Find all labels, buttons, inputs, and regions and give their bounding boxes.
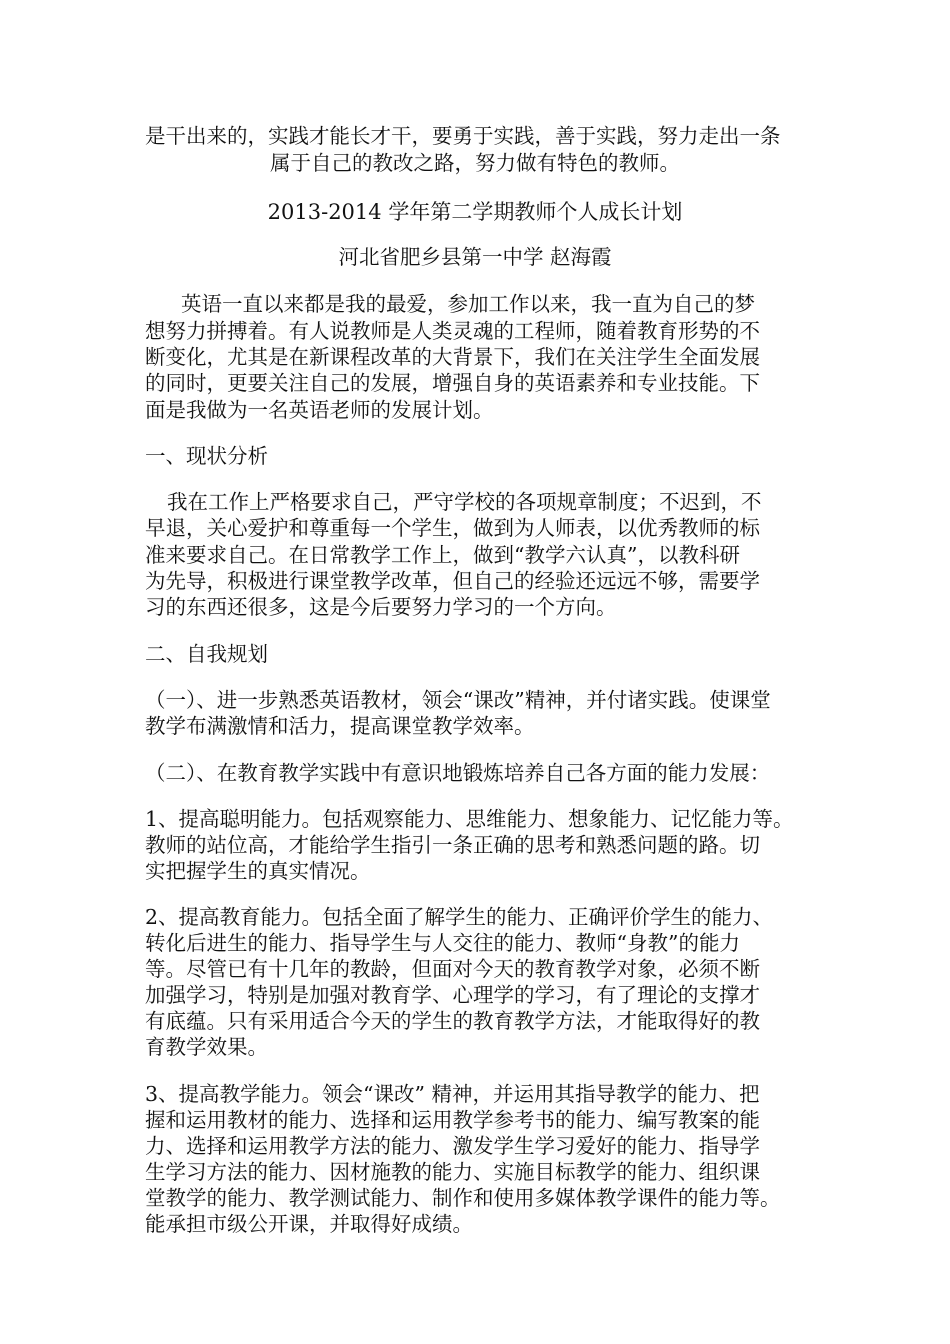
intro-line-2: 属于自己的教改之路，努力做有特色的教师。 (270, 151, 680, 175)
point1-line-3: 实把握学生的真实情况。 (145, 859, 371, 883)
paragraph1-line-3: 断变化，尤其是在新课程改革的大背景下，我们在关注学生全面发展 (145, 345, 760, 369)
paragraph1-line-1: 英语一直以来都是我的最爱，参加工作以来，我一直为自己的梦 (181, 292, 755, 316)
section-heading-plan: 二、自我规划 (145, 642, 268, 666)
point3-line-5: 堂教学的能力、教学测试能力、制作和使用多媒体教学课件的能力等。 (145, 1186, 781, 1210)
paragraph1-line-5: 面是我做为一名英语老师的发展计划。 (145, 398, 494, 422)
point2-line-4: 加强学习，特别是加强对教育学、心理学的学习，有了理论的支撑才 (145, 983, 760, 1007)
point3-line-1: 3、提高教学能力。领会“课改” 精神，并运用其指导教学的能力、把 (145, 1082, 760, 1106)
point2-line-6: 育教学效果。 (145, 1035, 268, 1059)
paragraph2-line-4: 为先导，积极进行课堂教学改革，但自己的经验还远远不够，需要学 (145, 569, 760, 593)
section-heading-status: 一、现状分析 (145, 444, 268, 468)
point2-line-5: 有底蕴。只有采用适合今天的学生的教育教学方法，才能取得好的教 (145, 1009, 760, 1033)
point3-line-6: 能承担市级公开课，并取得好成绩。 (145, 1212, 473, 1236)
point2-line-2: 转化后进生的能力、指导学生与人交往的能力、教师“身教”的能力 (145, 931, 740, 955)
author-line: 河北省肥乡县第一中学 赵海霞 (338, 245, 612, 269)
item2-line: （二）、在教育教学实践中有意识地锻炼培养自己各方面的能力发展： (145, 761, 771, 785)
paragraph2-line-2: 早退，关心爱护和尊重每一个学生，做到为人师表，以优秀教师的标 (145, 516, 760, 540)
paragraph1-line-4: 的同时，更要关注自己的发展，增强自身的英语素养和专业技能。下 (145, 371, 760, 395)
point3-line-4: 生学习方法的能力、因材施教的能力、实施目标教学的能力、组织课 (145, 1160, 760, 1184)
item1-line-2: 教学布满激情和活力，提高课堂教学效率。 (145, 714, 535, 738)
document-title: 2013-2014 学年第二学期教师个人成长计划 (267, 200, 683, 224)
paragraph1-line-2: 想努力拼搏着。有人说教师是人类灵魂的工程师，随着教育形势的不 (145, 319, 760, 343)
point3-line-3: 力、选择和运用教学方法的能力、激发学生学习爱好的能力、指导学 (145, 1134, 760, 1158)
paragraph2-line-3: 准来要求自己。在日常教学工作上，做到“教学六认真”，以教科研 (145, 543, 740, 567)
point1-line-2: 教师的站位高，才能给学生指引一条正确的思考和熟悉问题的路。切 (145, 833, 760, 857)
point2-line-3: 等。尽管已有十几年的教龄，但面对今天的教育教学对象，必须不断 (145, 957, 760, 981)
intro-line-1: 是干出来的，实践才能长才干，要勇于实践，善于实践，努力走出一条 (145, 124, 781, 148)
point3-line-2: 握和运用教材的能力、选择和运用教学参考书的能力、编写教案的能 (145, 1108, 760, 1132)
point2-line-1: 2、提高教育能力。包括全面了解学生的能力、正确评价学生的能力、 (145, 905, 774, 929)
point1-line-1: 1、提高聪明能力。包括观察能力、思维能力、想象能力、记忆能力等。 (145, 807, 794, 831)
item1-line-1: （一）、进一步熟悉英语教材，领会“课改”精神，并付诸实践。使课堂 (145, 688, 771, 712)
paragraph2-line-5: 习的东西还很多，这是今后要努力学习的一个方向。 (145, 595, 617, 619)
paragraph2-line-1: 我在工作上严格要求自己，严守学校的各项规章制度；不迟到，不 (167, 490, 762, 514)
